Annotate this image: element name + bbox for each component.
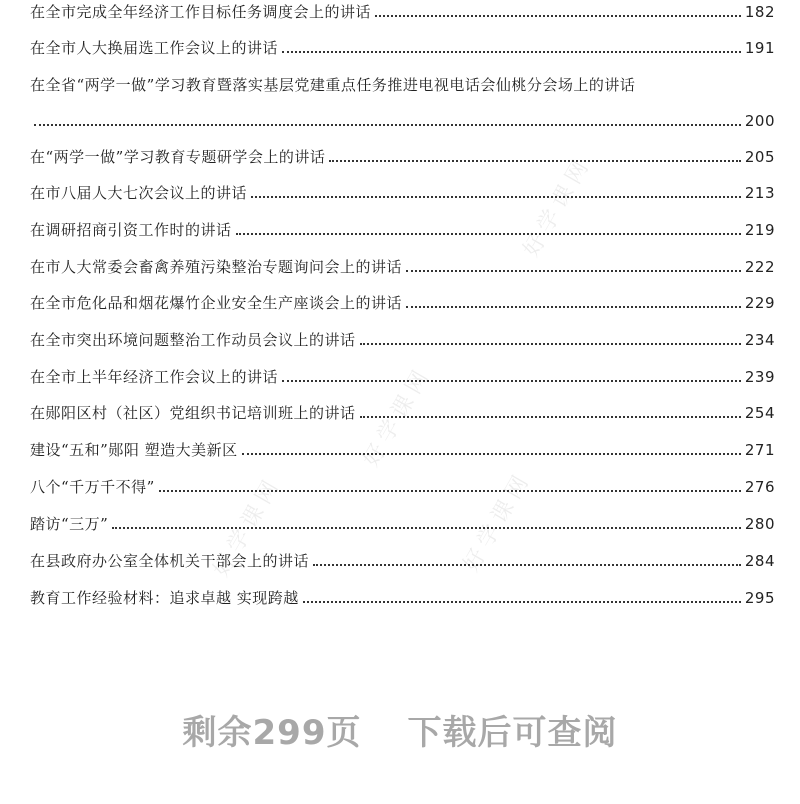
toc-entry-page: 200 [744, 112, 775, 130]
toc-entry-title: 在全市危化品和烟花爆竹企业安全生产座谈会上的讲话 [30, 294, 403, 312]
download-hint-text: 下载后可查阅 [407, 713, 618, 753]
toc-entry-title: 建设“五和”郧阳 塑造大美新区 [30, 441, 238, 459]
toc-entry-title: 在郧阳区村（社区）党组织书记培训班上的讲话 [30, 404, 356, 422]
toc-entry-title: 在调研招商引资工作时的讲话 [30, 221, 232, 239]
toc-entry[interactable] [30, 76, 775, 130]
toc-entry-page: 271 [744, 441, 775, 459]
toc-entry-title: 在“两学一做”学习教育专题研学会上的讲话 [30, 148, 326, 166]
toc-entry-page: 284 [744, 552, 775, 570]
toc-entry-title: 踏访“三万” [30, 515, 109, 533]
remaining-pages-text: 剩余299页 [182, 713, 362, 753]
toc-entry-title: 在全市完成全年经济工作目标任务调度会上的讲话 [30, 3, 372, 21]
toc-entry-title: 在全市突出环境问题整治工作动员会议上的讲话 [30, 331, 356, 349]
toc-entry-title: 教育工作经验材料：追求卓越 实现跨越 [30, 589, 299, 607]
toc-entry-page: 254 [744, 404, 775, 422]
watermark: 好学课网 [458, 466, 537, 577]
leader-dots [313, 564, 741, 566]
toc-entry-page: 219 [744, 221, 775, 239]
toc-entry[interactable] [30, 221, 775, 239]
leader-dots [251, 196, 741, 198]
leader-dots [34, 124, 741, 126]
toc-entry[interactable] [30, 294, 775, 312]
toc-entry[interactable] [30, 515, 775, 533]
watermark: 好学课网 [208, 471, 287, 582]
toc-entry-page: 295 [744, 589, 775, 607]
watermark: 好学课网 [358, 361, 437, 472]
toc-entry[interactable] [30, 3, 775, 21]
toc-entry-title: 八个“千万千不得” [30, 478, 155, 496]
leader-dots [242, 453, 741, 455]
toc-entry[interactable] [30, 478, 775, 496]
toc-entry-page: 222 [744, 258, 775, 276]
toc-entry-page: 213 [744, 184, 775, 202]
toc-entry-title: 在市八届人大七次会议上的讲话 [30, 184, 248, 202]
remaining-pages-banner [0, 705, 800, 754]
toc-entry-title: 在全省“两学一做”学习教育暨落实基层党建重点任务推进电视电话会仙桃分会场上的讲话 [30, 76, 636, 94]
toc-entry[interactable] [30, 368, 775, 386]
toc-entry[interactable] [30, 39, 775, 57]
leader-dots [282, 380, 741, 382]
leader-dots [360, 343, 741, 345]
toc-entry-page: 205 [744, 148, 775, 166]
toc-entry[interactable] [30, 148, 775, 166]
toc-entry-title: 在全市上半年经济工作会议上的讲话 [30, 368, 279, 386]
toc-entry-title: 在全市人大换届选工作会议上的讲话 [30, 39, 279, 57]
watermark: 好学课网 [518, 151, 597, 262]
leader-dots [375, 15, 741, 17]
leader-dots [282, 51, 741, 53]
toc-entry-title: 在市人大常委会畜禽养殖污染整治专题询问会上的讲话 [30, 258, 403, 276]
leader-dots [329, 160, 741, 162]
leader-dots [112, 527, 741, 529]
leader-dots [236, 233, 741, 235]
toc-entry-page: 276 [744, 478, 775, 496]
toc-entry[interactable] [30, 404, 775, 422]
toc-entry[interactable] [30, 331, 775, 349]
leader-dots [406, 306, 741, 308]
toc-entry[interactable] [30, 589, 775, 607]
toc-entry[interactable] [30, 441, 775, 459]
toc-entry[interactable] [30, 552, 775, 570]
leader-dots [360, 416, 741, 418]
leader-dots [406, 270, 741, 272]
toc-entry-continuation [30, 112, 775, 130]
leader-dots [303, 601, 741, 603]
toc-entry-page: 239 [744, 368, 775, 386]
leader-dots [159, 490, 741, 492]
toc-entry-title: 在县政府办公室全体机关干部会上的讲话 [30, 552, 310, 570]
toc-entry[interactable] [30, 258, 775, 276]
toc-entry-page: 191 [744, 39, 775, 57]
toc-entry[interactable] [30, 184, 775, 202]
toc-entry-page: 280 [744, 515, 775, 533]
toc-entry-page: 182 [744, 3, 775, 21]
toc-entry-page: 229 [744, 294, 775, 312]
toc-entry-page: 234 [744, 331, 775, 349]
